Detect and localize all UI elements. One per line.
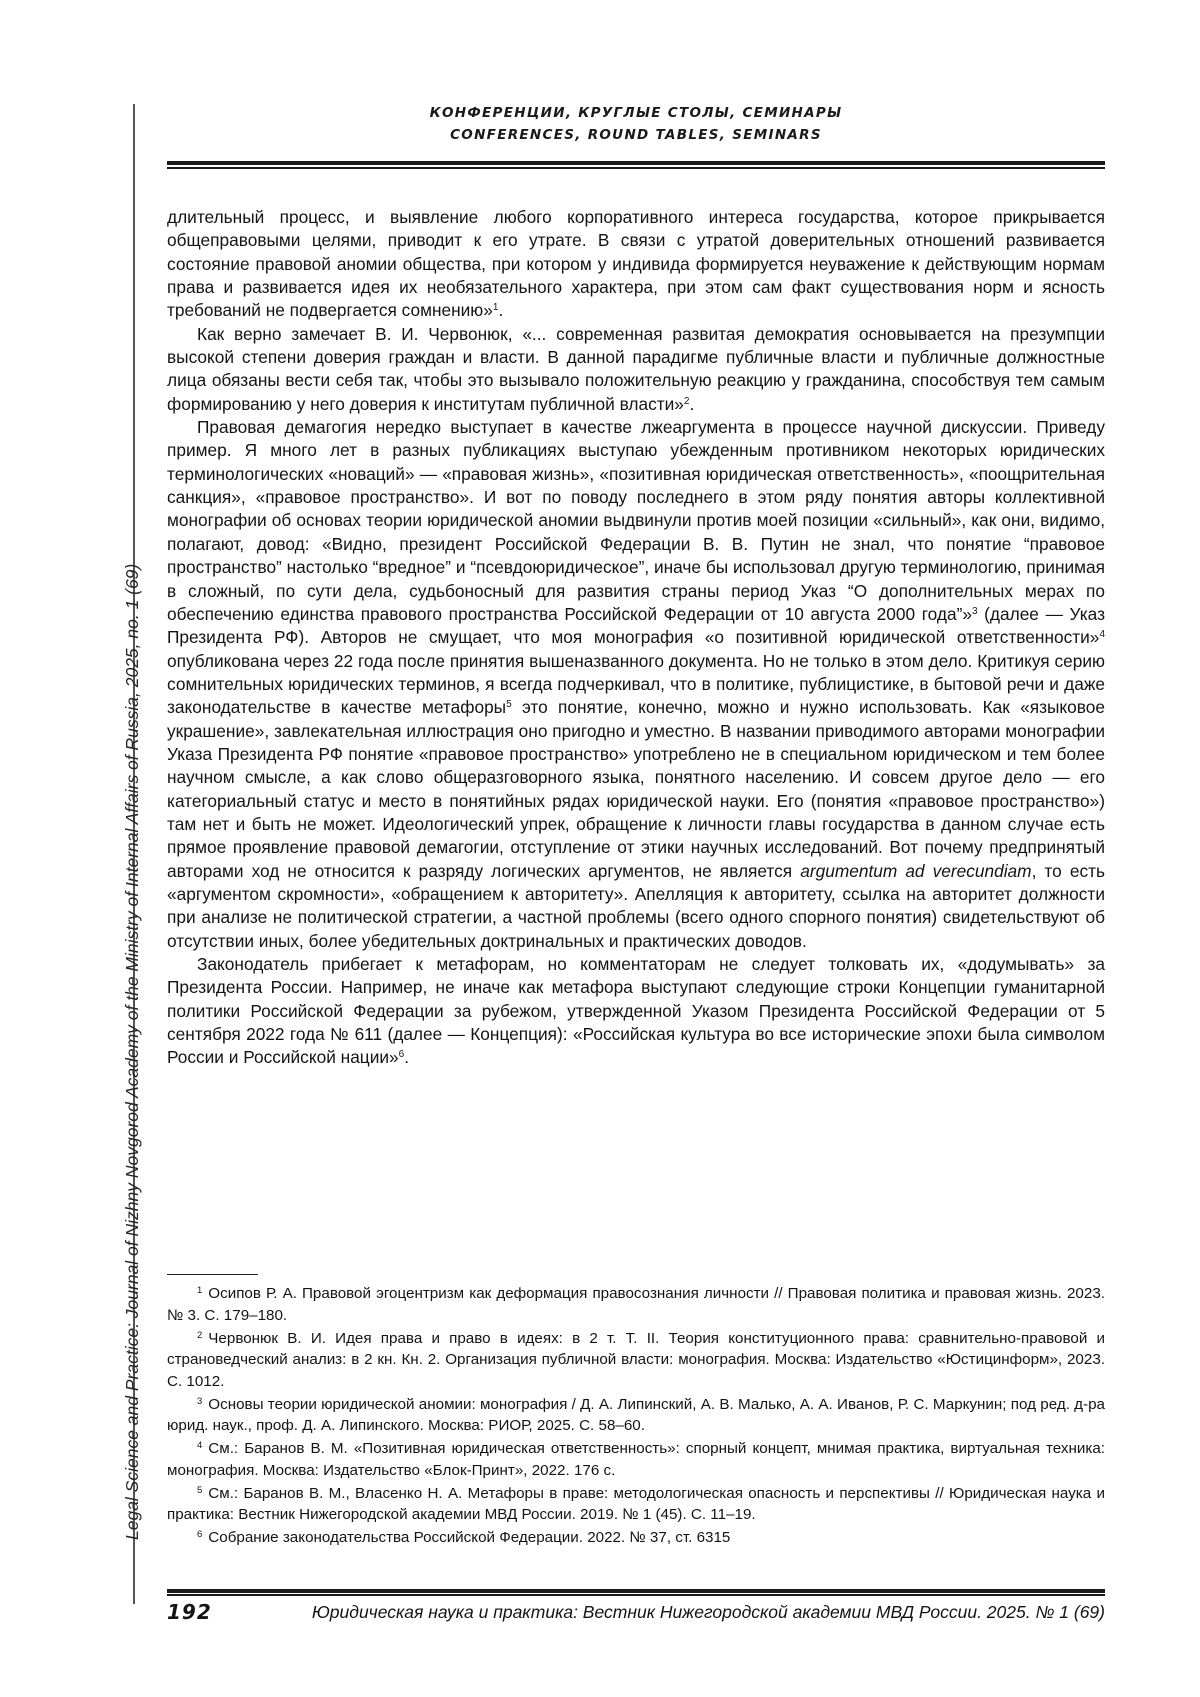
footnote-text: Собрание законодательства Российской Федерации. 2022. № 37, ст. 6315 bbox=[208, 1529, 731, 1547]
footnote-text: Осипов Р. А. Правовой эгоцентризм как деформация правосознания личности // Правовая политика и правовая жизнь. 2023. № 3. С. 179–180. bbox=[167, 1285, 1105, 1324]
footnote-number: 4 bbox=[197, 1440, 203, 1452]
header-rule-thin bbox=[167, 167, 1105, 169]
footnote-3 bbox=[167, 1394, 1105, 1437]
footnote-number: 3 bbox=[197, 1395, 203, 1407]
footnote-2 bbox=[167, 1328, 1105, 1393]
paragraph-text: Как верно замечает В. И. Червонюк, «... современная развитая демократия основывается на презумпции высокой степени доверия граждан и власти. В данной парадигме публичные власти и публичные должностные лица обязаны вести себя так, чтобы это вызывало положительную реакцию у гражданина, способствуя тем самым формированию у него доверия к институтам публичной власти» bbox=[167, 323, 1105, 414]
paragraph-text: (далее — Указ Президента РФ). Авторов не смущает, что моя монография «о позитивной юридической ответственности» bbox=[167, 603, 1105, 648]
paragraph-text: . bbox=[404, 1047, 409, 1068]
paragraph-2 bbox=[167, 323, 1105, 416]
paragraph-text: , то есть «аргументом скромности», «обращением к авторитету». Апелляция к авторитету, ссылка на авторитет должности при анализе не политической стратегии, а частной проблемы (всего одного спорного понятия) свидетельствуют об отсутствии иных, более убедительных доктринальных и практических доводов. bbox=[167, 860, 1106, 951]
footnote-number: 5 bbox=[197, 1484, 203, 1496]
footnote-separator bbox=[167, 1274, 258, 1275]
footnote-5 bbox=[167, 1483, 1105, 1526]
footer-rule-thin bbox=[167, 1594, 1105, 1596]
paragraph-text: . bbox=[498, 300, 504, 321]
footer-rule-thick bbox=[167, 1589, 1105, 1593]
footnote-ref[interactable]: 1 bbox=[492, 302, 499, 314]
paragraph-4 bbox=[167, 953, 1105, 1070]
footnote-number: 1 bbox=[197, 1285, 203, 1296]
side-journal-title: Legal Science and Practice: Journal of Nizhny Novgorod Academy of the Ministry of Internal Affairs of Russia, 2025, no. 1 (69) bbox=[122, 563, 142, 1540]
footnote-text: Основы теории юридической аномии: монография / Д. А. Липинский, А. В. Малько, А. А. Иванов, Р. С. Маркунин; под ред. д-ра юрид. наук., проф. Д. А. Липинского. Москва: РИОР, 2025. С. 58–60. bbox=[167, 1395, 1105, 1435]
page-number: 192 bbox=[167, 1600, 212, 1624]
paragraph-text: длительный процесс, и выявление любого корпоративного интереса государства, которое прикрывается общеправовыми целями, приводит к его утрате. В связи с утратой доверительных отношений развивается состояние правовой аномии общества, при котором у индивида формируется неуважение к действующим нормам права и развивается идея их необязательного характера, при этом сам факт существования норм и ясность требований не подвергается сомнению» bbox=[167, 207, 1105, 321]
paragraph-text: это понятие, конечно, можно и нужно использовать. Как «языковое украшение», завлекательная иллюстрация оно пригодно и уместно. В названии приводимого авторами монографии Указа Президента РФ понятие «правовое пространство» употреблено не в специальном юридическом и тем более научном смысле, а как слово общеразговорного языка, понятного населению. И совсем другое дело — его категориальный статус и место в понятийных рядах юридической науки. Его (понятия «правовое пространство») там нет и быть не может. Идеологический упрек, обращение к личности главы государства в данном случае есть прямое проявление правовой демагогии, отступление от этики научных исследований. Вот почему предпринятый авторами ход не относится к разряду логических аргументов, не является bbox=[167, 697, 1105, 881]
latin-term: argumentum ad verecundiam bbox=[800, 860, 1032, 881]
footnotes bbox=[167, 1283, 1105, 1551]
header-title-ru: КОНФЕРЕНЦИИ, КРУГЛЫЕ СТОЛЫ, СЕМИНАРЫ bbox=[429, 105, 843, 121]
footnote-ref[interactable]: 2 bbox=[683, 395, 690, 407]
footnote-ref[interactable]: 6 bbox=[398, 1049, 405, 1061]
footer-journal-title: Юридическая наука и практика: Вестник Нижегородской академии МВД России. 2025. № 1 (69) bbox=[311, 1602, 1105, 1622]
paragraph-3 bbox=[167, 416, 1105, 953]
paragraph-text: Законодатель прибегает к метафорам, но комментаторам не следует толковать их, «додумывать» за Президента России. Например, не иначе как метафора выступают следующие строки Концепции гуманитарной политики Российской Федерации за рубежом, утвержденной Указом Президента Российской Федерации от 5 сентября 2022 года № 611 (далее — Концепция): «Российская культура во все исторические эпохи была символом России и Российской нации» bbox=[167, 954, 1105, 1068]
header-title-en: CONFERENCES, ROUND TABLES, SEMINARS bbox=[450, 127, 822, 143]
footnote-4 bbox=[167, 1438, 1105, 1481]
footnote-text: См.: Баранов В. М. «Позитивная юридическая ответственность»: спорный концепт, мнимая практика, виртуальная техника: монография. Москва: Издательство «Блок-Принт», 2022. 176 с. bbox=[167, 1440, 1105, 1479]
footnote-number: 6 bbox=[197, 1529, 203, 1541]
paragraph-text: . bbox=[689, 393, 695, 414]
paragraph-text: Правовая демагогия нередко выступает в качестве лжеаргумента в процессе научной дискуссии. Приведу пример. Я много лет в разных публикациях выступаю убежденным противником некоторых юридических терминологических «новаций» — «правовая жизнь», «позитивная юридическая ответственность», «поощрительная санкция», «правовое пространство». И вот по поводу последнего в этом ряду понятия авторы коллективной монографии об основах теории юридической аномии выдвинули против моей позиции «сильный», как они, видимо, полагают, довод: «Видно, президент Российской Федерации В. В. Путин не знал, что понятие “правовое пространство” настолько “вредное” и “псевдоюридическое”, иначе бы использовал другую терминологию, принимая в сложный, по сути дела, судьбоносный для развития страны период Указ “О дополнительных мерах по обеспечению единства правового пространства Российской Федерации от 10 августа 2000 года”» bbox=[167, 417, 1105, 624]
paragraph-1 bbox=[167, 206, 1105, 323]
running-header bbox=[167, 102, 1105, 146]
footnote-1 bbox=[167, 1283, 1105, 1326]
article-body bbox=[167, 206, 1105, 1070]
paragraph-text: опубликована через 22 года после принятия вышеназванного документа. Но не только в этом дело. Критикуя серию сомнительных юридических терминов, я всегда подчеркивал, что в политике, публицистике, в бытовой речи и даже законодательстве в качестве метафоры bbox=[167, 650, 1105, 718]
footnote-text: Червонюк В. И. Идея права и право в идеях: в 2 т. Т. II. Теория конституционного права: сравнительно-правовой и страноведческий анализ: в 2 кн. Кн. 2. Организация публичной власти: монография. Москва: Издательство «Юстицинформ», 2023. С. 1012. bbox=[167, 1329, 1105, 1390]
footnote-text: См.: Баранов В. М., Власенко Н. А. Метафоры в праве: методологическая опасность и перспективы // Юридическая наука и практика: Вестник Нижегородской академии МВД России. 2019. № 1 (45). С. 11–19. bbox=[167, 1484, 1105, 1524]
footnote-number: 2 bbox=[197, 1329, 203, 1341]
header-rule-thick bbox=[167, 161, 1105, 165]
footnote-ref[interactable]: 3 bbox=[971, 605, 978, 617]
footnote-ref[interactable]: 5 bbox=[506, 699, 512, 711]
footnote-6 bbox=[167, 1527, 1105, 1549]
footnote-ref[interactable]: 4 bbox=[1099, 629, 1105, 641]
